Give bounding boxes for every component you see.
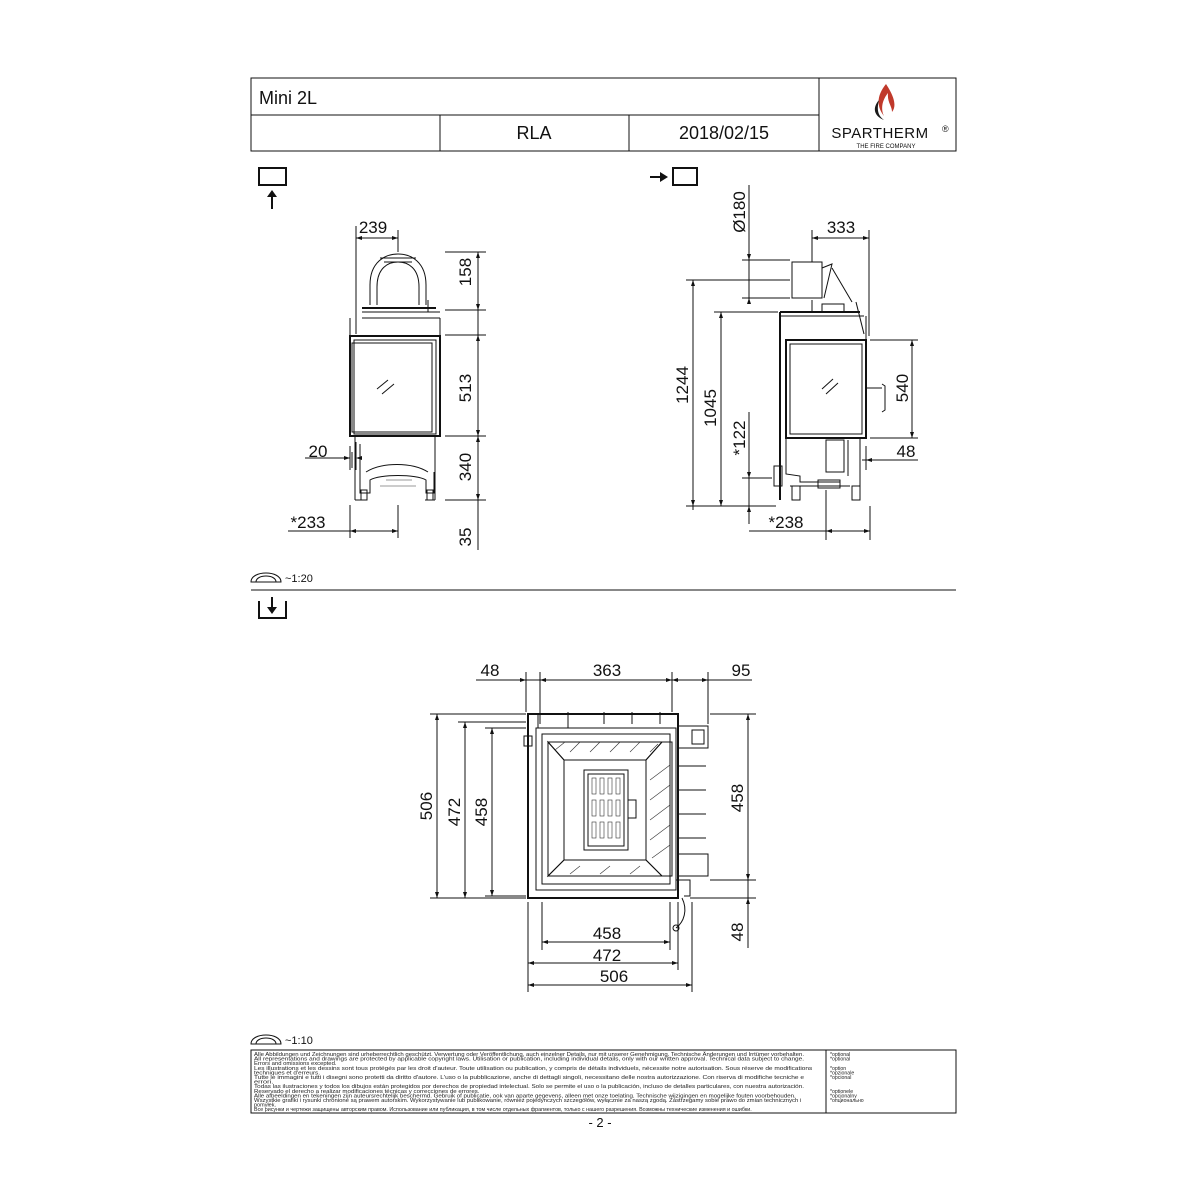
flame-icon (879, 84, 895, 116)
scale-label-bottom: ~1:10 (285, 1035, 313, 1047)
scale-indicator-top (251, 573, 313, 585)
dim-plan-bottom-506: 506 (599, 967, 629, 986)
dim-plan-left-472: 472 (445, 797, 464, 827)
optional-label: *optional (830, 1052, 851, 1058)
page-number: - 2 - (588, 1115, 612, 1130)
registered-mark: ® (942, 124, 949, 134)
dim-foot-height: 35 (456, 527, 475, 547)
dim-plan-left-458: 458 (472, 797, 491, 827)
optional-label: *opcional (830, 1075, 852, 1081)
variant-code: RLA (516, 123, 552, 143)
drawing-date: 2018/02/15 (678, 123, 770, 143)
side-dimensions (673, 185, 918, 540)
dim-plan-left-506: 506 (417, 791, 436, 821)
brand-name: SPARTHERM (831, 125, 929, 142)
dim-glass-height-side: 540 (893, 373, 912, 403)
dim-glass-height: 513 (456, 373, 475, 403)
disclaimer-line: errori. (254, 1079, 274, 1086)
disclaimer-line: Tutte le immagini e tutti i disegni sono protetti da diritto d'autore. L'uso o la pubblicazione, anche di dettagli singoli, necessitano delle nostra autorizzazione. Con riserva di modifiche tecniche e (254, 1075, 805, 1081)
title-block (251, 78, 956, 151)
disclaimer-line: Errors and omissions excepted. (254, 1061, 337, 1068)
side-view (673, 185, 918, 540)
front-view-arrow-icon (259, 168, 286, 209)
scale-icon-bottom (251, 1035, 281, 1044)
dim-plan-bottom-472: 472 (592, 946, 622, 965)
front-dimensions (288, 218, 486, 550)
dim-foot-offset: *233 (290, 513, 326, 532)
disclaimer-line: pomyłek. (254, 1102, 276, 1109)
dim-plan-right-458: 458 (728, 783, 747, 813)
brand-tagline: THE FIRE COMPANY (856, 144, 916, 150)
front-view (288, 218, 486, 550)
disclaimer-line: Alle Abbildungen und Zeichnungen sind urheberrechtlich geschützt. Verwertung oder Veröffentlichung, auch einzelner Details, nur mit unserer Genehmigung. Technische Änderungen und Irrtümer vorbehalten. (254, 1052, 731, 1058)
disclaimer-line: Alle afbeeldingen en tekeningen zijn auteursrechtelijk beschermd. Gebruik of publicatie, ook van aparte gegevens, alleen met onze toelating. Technische wijzigingen en mogelijke fouten voorbehouden. (254, 1093, 796, 1100)
spartherm-logo (831, 84, 949, 150)
dim-flue-diameter: Ø180 (730, 191, 749, 233)
plan-dimensions (417, 661, 756, 992)
scale-icon (251, 573, 281, 582)
optional-label: *optionele (830, 1089, 854, 1095)
optional-label: *option (830, 1065, 847, 1072)
plan-view (417, 661, 756, 992)
disclaimer-line: Wszystkie grafiki i rysunki chronione są prawem autorskim. Wykorzystywanie lub publikowanie, również pojedynczych szczegółów, wyłącznie za naszą zgodą. Zastrzegamy sobie prawo do zmian technicznych i (254, 1098, 802, 1104)
dim-total-height: 1244 (673, 366, 692, 404)
footer-disclaimer (251, 1050, 956, 1113)
dim-height-1045: 1045 (701, 389, 720, 427)
dim-foot-offset-side: *238 (768, 513, 804, 532)
scale-indicator-bottom (251, 1035, 313, 1047)
dim-right-offset: 48 (896, 442, 916, 461)
dim-plan-top-right: 95 (731, 661, 751, 680)
disclaimer-line: Reservado el derecho a realizar modificaciones técnicas y correcciones de errores. (254, 1088, 480, 1095)
optional-label: *opzionale (830, 1070, 855, 1077)
dim-plan-top-left: 48 (480, 661, 500, 680)
disclaimer-line: Todas las ilustraciones y todos los dibujos están protegidos por derechos de propiedad intelectual. Solo se permite el uso o la publicación, incluso de detalles particulares, con nuestra autorización. (254, 1084, 804, 1091)
top-view-arrow-icon (259, 597, 286, 618)
disclaimer-line: techniques et d'erreurs. (254, 1070, 320, 1077)
dim-base-height: 340 (456, 452, 475, 482)
dim-plan-right-48: 48 (728, 922, 747, 942)
dim-height-122: *122 (730, 420, 749, 456)
optional-label: *optional (830, 1056, 851, 1063)
disclaimer-line: Les illustrations et les dessins sont tous protégés par les droit d'auteur. Toute utilisation ou publication, y compris de détails individuels, nécessite notre autorisation. Sous réserve de modifications (254, 1065, 813, 1072)
optional-label: *опционально (830, 1098, 864, 1105)
dim-top-width: 239 (358, 218, 388, 237)
scale-label-top: ~1:20 (285, 573, 313, 585)
dim-plan-top-mid: 363 (592, 661, 622, 680)
dim-plan-bottom-458: 458 (592, 924, 622, 943)
model-name: Mini 2L (259, 88, 318, 108)
side-view-arrow-icon (650, 168, 697, 185)
dim-side-offset: 20 (308, 442, 328, 461)
disclaimer-line: All representations and drawings are protected by applicable copyright laws. Utilisation or publication, including individual details, only with our written approval. Technical data subject to change. (254, 1056, 804, 1063)
dim-top-depth: 333 (826, 218, 856, 237)
dim-collar-height: 158 (456, 257, 475, 287)
disclaimer-line: Все рисунки и чертежи защищены авторским правом. Использование или публикация, в том числе отдельных фрагментов, только с нашего разрешения. Возможны технические изменения и ошибки. (254, 1107, 752, 1114)
optional-label: *opcjonalny (830, 1093, 857, 1100)
